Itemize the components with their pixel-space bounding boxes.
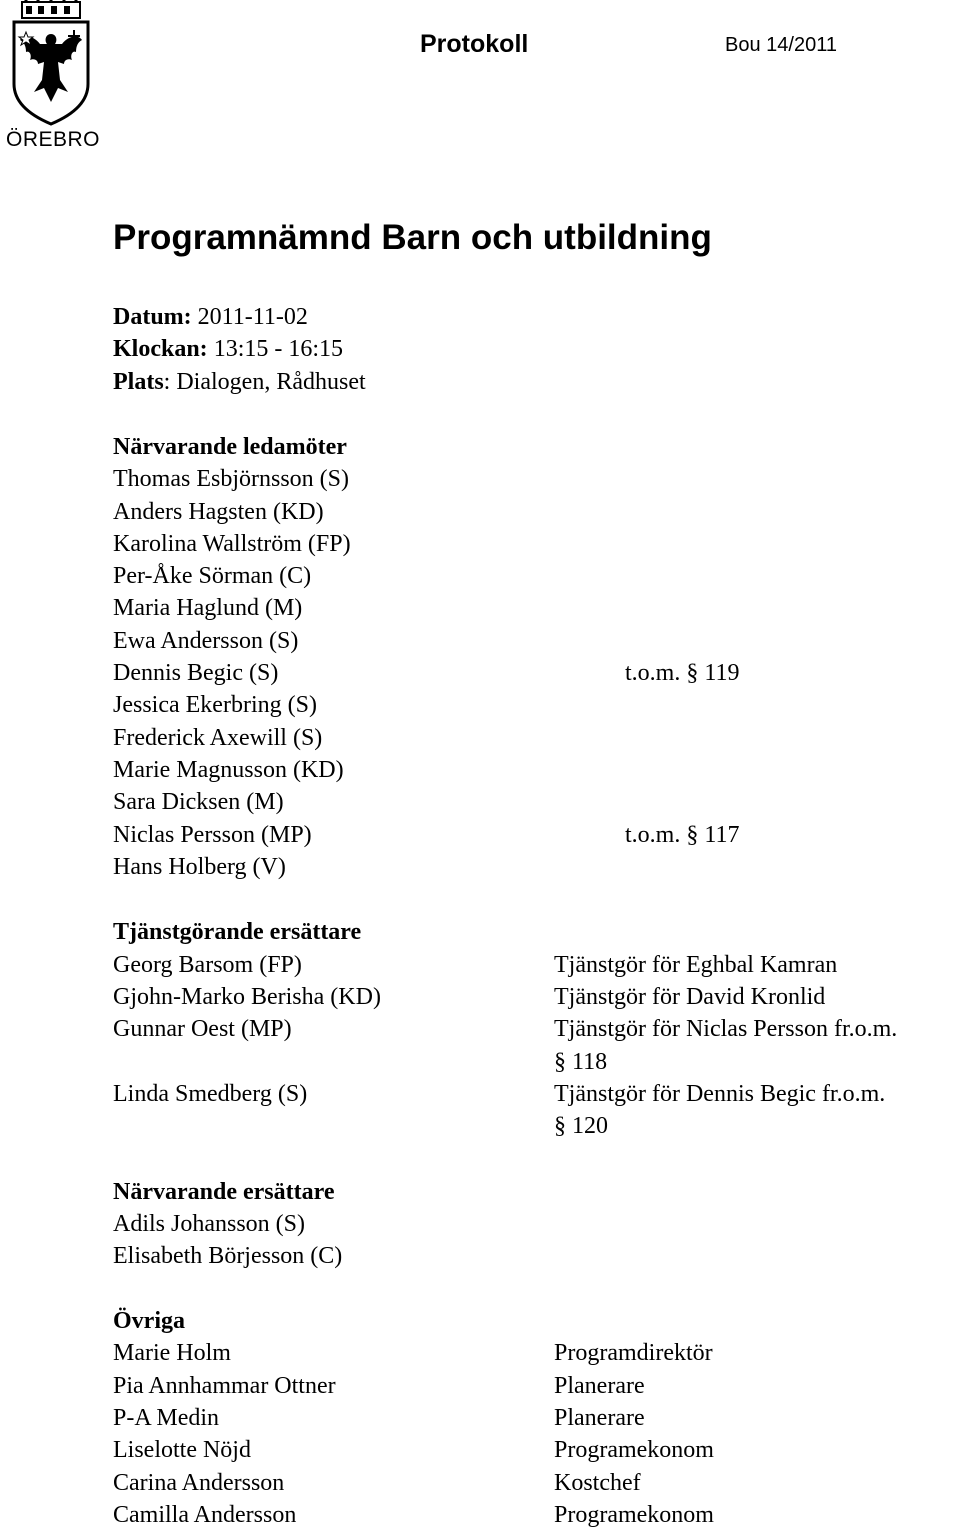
orebro-coat-of-arms-logo bbox=[4, 0, 98, 152]
member-name: Dennis Begic (S) bbox=[113, 660, 279, 686]
meta-value: 13:15 - 16:15 bbox=[207, 336, 344, 362]
other-role: Kostchef bbox=[554, 1470, 641, 1496]
meta-value: 2011-11-02 bbox=[191, 304, 308, 330]
member-name: Jessica Ekerbring (S) bbox=[113, 692, 317, 718]
member-name: Karolina Wallström (FP) bbox=[113, 531, 351, 557]
other-name: Camilla Andersson bbox=[113, 1502, 297, 1528]
member-name: Frederick Axewill (S) bbox=[113, 725, 323, 751]
logo-text: ÖREBRO bbox=[5, 128, 100, 151]
substitute-note-continued: § 118 bbox=[554, 1049, 608, 1075]
member-note: t.o.m. § 117 bbox=[625, 822, 740, 848]
substitute-note: Tjänstgör för David Kronlid bbox=[554, 984, 826, 1010]
member-name: Niclas Persson (MP) bbox=[113, 822, 312, 848]
substitute-note-continued: § 120 bbox=[554, 1113, 608, 1139]
page-title: Programnämnd Barn och utbildning bbox=[113, 218, 712, 257]
substitute-note: Tjänstgör för Dennis Begic fr.o.m. bbox=[554, 1081, 886, 1107]
other-role: Programekonom bbox=[554, 1437, 714, 1463]
meta-value: : Dialogen, Rådhuset bbox=[163, 369, 366, 395]
member-name: Maria Haglund (M) bbox=[113, 595, 303, 621]
member-name: Sara Dicksen (M) bbox=[113, 789, 284, 815]
meta-label: Plats bbox=[113, 369, 164, 395]
substitute-note: Tjänstgör för Eghbal Kamran bbox=[554, 952, 838, 978]
other-role: Planerare bbox=[554, 1405, 645, 1431]
meta-label: Datum: bbox=[113, 304, 192, 330]
member-note: t.o.m. § 119 bbox=[625, 660, 740, 686]
member-name: Hans Holberg (V) bbox=[113, 854, 286, 880]
section-heading-members: Närvarande ledamöter bbox=[113, 434, 347, 460]
document-reference: Bou 14/2011 bbox=[725, 34, 837, 56]
other-name: Marie Holm bbox=[113, 1340, 231, 1366]
meta-label: Klockan: bbox=[113, 336, 208, 362]
other-name: Pia Annhammar Ottner bbox=[113, 1373, 336, 1399]
section-heading-others: Övriga bbox=[113, 1308, 185, 1334]
coat-of-arms-icon bbox=[4, 0, 98, 128]
member-name: Thomas Esbjörnsson (S) bbox=[113, 466, 349, 492]
other-name: P-A Medin bbox=[113, 1405, 220, 1431]
member-name: Anders Hagsten (KD) bbox=[113, 499, 324, 525]
other-name: Carina Andersson bbox=[113, 1470, 285, 1496]
substitute-name: Gunnar Oest (MP) bbox=[113, 1016, 292, 1042]
section-heading-serving-substitutes: Tjänstgörande ersättare bbox=[113, 919, 362, 945]
member-name: Marie Magnusson (KD) bbox=[113, 757, 344, 783]
document-type-title: Protokoll bbox=[420, 30, 529, 58]
other-role: Programekonom bbox=[554, 1502, 714, 1528]
meta-place bbox=[113, 366, 366, 398]
present-substitute-name: Elisabeth Börjesson (C) bbox=[113, 1243, 343, 1269]
substitute-name: Linda Smedberg (S) bbox=[113, 1081, 308, 1107]
other-name: Liselotte Nöjd bbox=[113, 1437, 251, 1463]
present-substitute-name: Adils Johansson (S) bbox=[113, 1211, 306, 1237]
meta-time bbox=[113, 333, 343, 365]
substitute-name: Georg Barsom (FP) bbox=[113, 952, 302, 978]
other-role: Planerare bbox=[554, 1373, 645, 1399]
substitute-name: Gjohn-Marko Berisha (KD) bbox=[113, 984, 381, 1010]
meta-date bbox=[113, 301, 308, 333]
member-name: Ewa Andersson (S) bbox=[113, 628, 299, 654]
other-role: Programdirektör bbox=[554, 1340, 713, 1366]
member-name: Per-Åke Sörman (C) bbox=[113, 563, 312, 589]
substitute-note: Tjänstgör för Niclas Persson fr.o.m. bbox=[554, 1016, 898, 1042]
section-heading-present-substitutes: Närvarande ersättare bbox=[113, 1179, 335, 1205]
